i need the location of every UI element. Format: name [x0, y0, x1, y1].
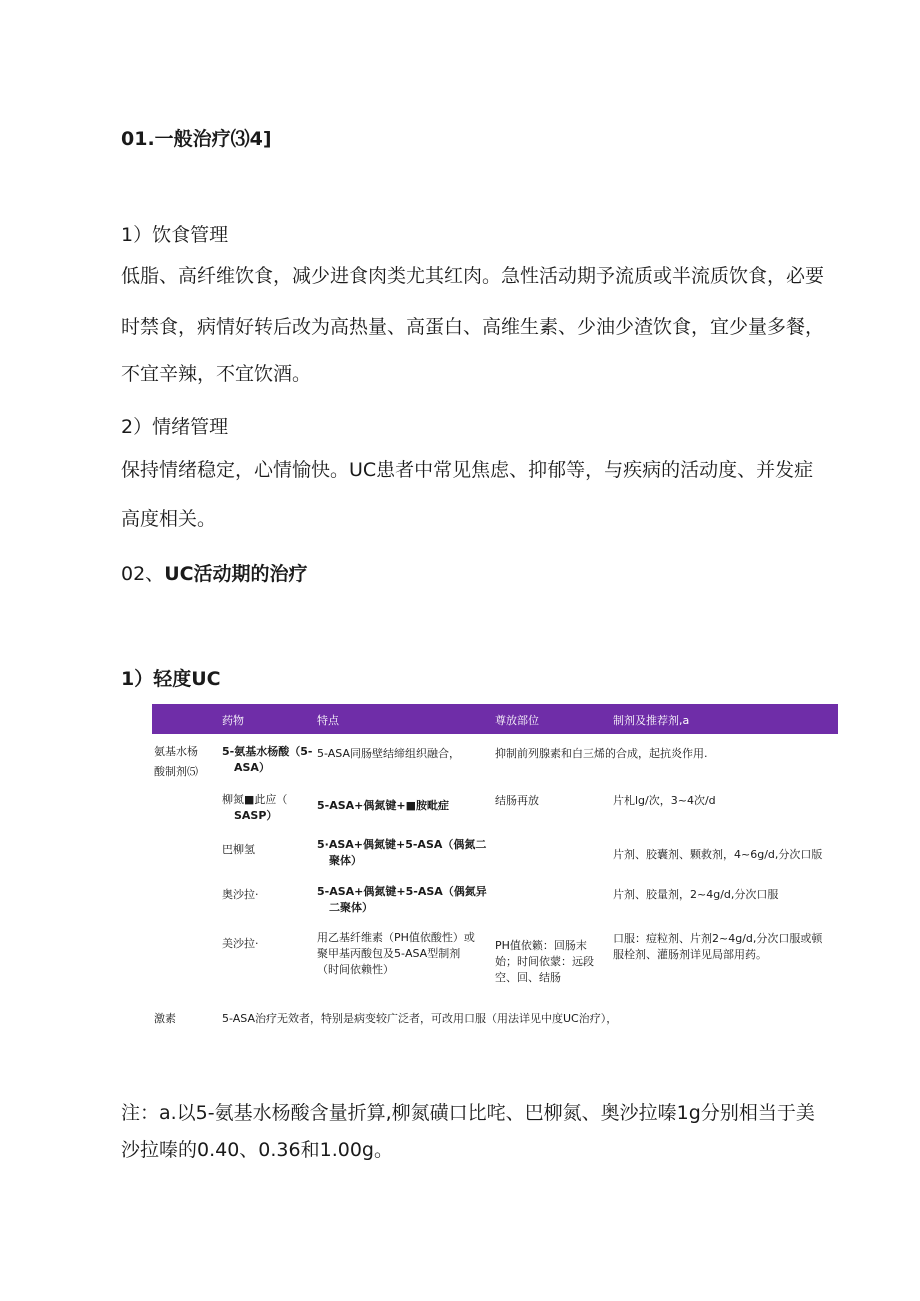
section-heading-uc-active	[121, 559, 308, 586]
row2-feature-line: 5-ASA+偶氮键+■胺毗症	[317, 799, 449, 812]
row3-dose-line: 片剂、胶囊剂、颗救剂，4~6g/d,分次口版	[613, 848, 823, 861]
subheading-diet: 1）饮食管理	[121, 224, 229, 246]
mood-line-1: 保持情绪稳定，心情愉快。UC患者中常见焦虑、抑郁等，与疾病的活动度、并发症	[121, 459, 814, 481]
row2-site	[495, 793, 539, 809]
row5-feature-line: 聚甲基丙酸包及5-ASA型制剂	[317, 947, 461, 960]
row3-feature	[317, 837, 486, 869]
row2-dose	[613, 793, 716, 809]
row1-site	[495, 746, 708, 762]
row5-feature	[317, 930, 475, 978]
row5-site-line: PH值依籁：回肠末	[495, 939, 587, 952]
row5-drug-line: 美沙拉·	[222, 937, 259, 950]
row4-feature	[317, 884, 487, 916]
header-feature: 特点	[317, 714, 339, 727]
row4-drug-line: 奥沙拉·	[222, 888, 259, 901]
note-line-2: 沙拉嗪的0.40、0.36和1.00g。	[121, 1139, 393, 1161]
header-site: 尊放部位	[495, 714, 539, 727]
mild-uc-heading: 1）轻度UC	[121, 668, 221, 690]
row2-site-line: 结肠再放	[495, 794, 539, 807]
row5-drug	[222, 936, 259, 952]
row2-drug-line: 柳氮■此应（	[222, 793, 288, 806]
row2-dose-line: 片札lg/次，3~4次/d	[613, 794, 716, 807]
row3-dose	[613, 847, 822, 863]
row1-site-line: 抑制前列腺素和白三烯的合成，起抗炎作用.	[495, 747, 708, 760]
row4-feature-line: 5-ASA+偶氮键+5-ASA（偶氮异	[317, 885, 487, 898]
row5-site	[495, 938, 594, 986]
row1-drug	[222, 744, 312, 776]
row3-drug-line: 巴柳氢	[222, 843, 255, 856]
row4-dose	[613, 887, 778, 903]
header-drug: 药物	[222, 714, 244, 727]
note-line-1: 注：a.以5-氨基水杨酸含量折算,柳氮磺口比咤、巴柳氮、奥沙拉嗪1g分别相当于美	[121, 1102, 815, 1124]
subheading-mood: 2）情绪管理	[121, 416, 229, 438]
row1-feature	[317, 746, 460, 762]
row4-feature-line: 二聚体）	[329, 901, 373, 914]
row4-dose-line: 片剂、胶量剂，2~4g/d,分次口服	[613, 888, 779, 901]
row2-drug	[222, 792, 287, 824]
row5-dose-line: 服栓剂、灌肠剂详见局部用药。	[613, 948, 767, 961]
row2-drug-line: SASP）	[234, 809, 278, 822]
row5-feature-line: 用乙基纤维素（PH值依酸性）或	[317, 931, 475, 944]
diet-line-1: 低脂、高纤维饮食，减少进食肉类尤其红肉。急性活动期予流质或半流质饮食，必要	[121, 265, 825, 287]
group-label-hormone: 激素	[154, 1012, 176, 1025]
row4-drug	[222, 887, 259, 903]
row3-feature-line: 聚体）	[329, 854, 362, 867]
table-header-row	[152, 704, 838, 734]
diet-line-3: 不宜辛辣，不宜饮酒。	[121, 363, 312, 385]
diet-line-2: 时禁食，病情好转后改为高热量、高蛋白、高维生素、少油少渣饮食，宜少量多餐，	[121, 316, 825, 338]
section-heading-prefix: 02、	[121, 563, 165, 585]
row3-drug	[222, 842, 255, 858]
row1-drug-line: 5-氨基水杨酸（5-	[222, 745, 313, 758]
mood-line-2: 高度相关。	[121, 508, 217, 530]
group-label-line: 氨基水杨	[154, 745, 198, 758]
section-heading-title: UC活动期的治疗	[164, 563, 308, 585]
row5-feature-line: （时间依赖性）	[317, 963, 394, 976]
row2-feature	[317, 798, 449, 814]
row3-feature-line: 5·ASA+偶氮键+5-ASA（偶氮二	[317, 838, 487, 851]
group-label-aminosalicylate	[154, 742, 198, 782]
row5-site-line: 空、回、结肠	[495, 971, 561, 984]
row5-dose	[613, 931, 822, 963]
row5-site-line: 始；时间依蒙：远段	[495, 955, 594, 968]
header-dose: 制剂及推荐剂,a	[613, 714, 690, 727]
hormone-text: 5-ASA治疗无效者，特别是病变较广泛者，可改用口服（用法详见中度UC治疗），	[222, 1012, 618, 1025]
row1-drug-line: ASA）	[234, 761, 270, 774]
row1-feature-line: 5-ASA同肠壁结缔组织融合，	[317, 747, 460, 760]
group-label-line: 酸制剂⑸	[154, 765, 198, 778]
row5-dose-line: 口服：痘粒剂、片剂2~4g/d,分次口服或顿	[613, 932, 823, 945]
section-heading-general-treatment: 01.一般治疗⑶4]	[121, 128, 272, 150]
